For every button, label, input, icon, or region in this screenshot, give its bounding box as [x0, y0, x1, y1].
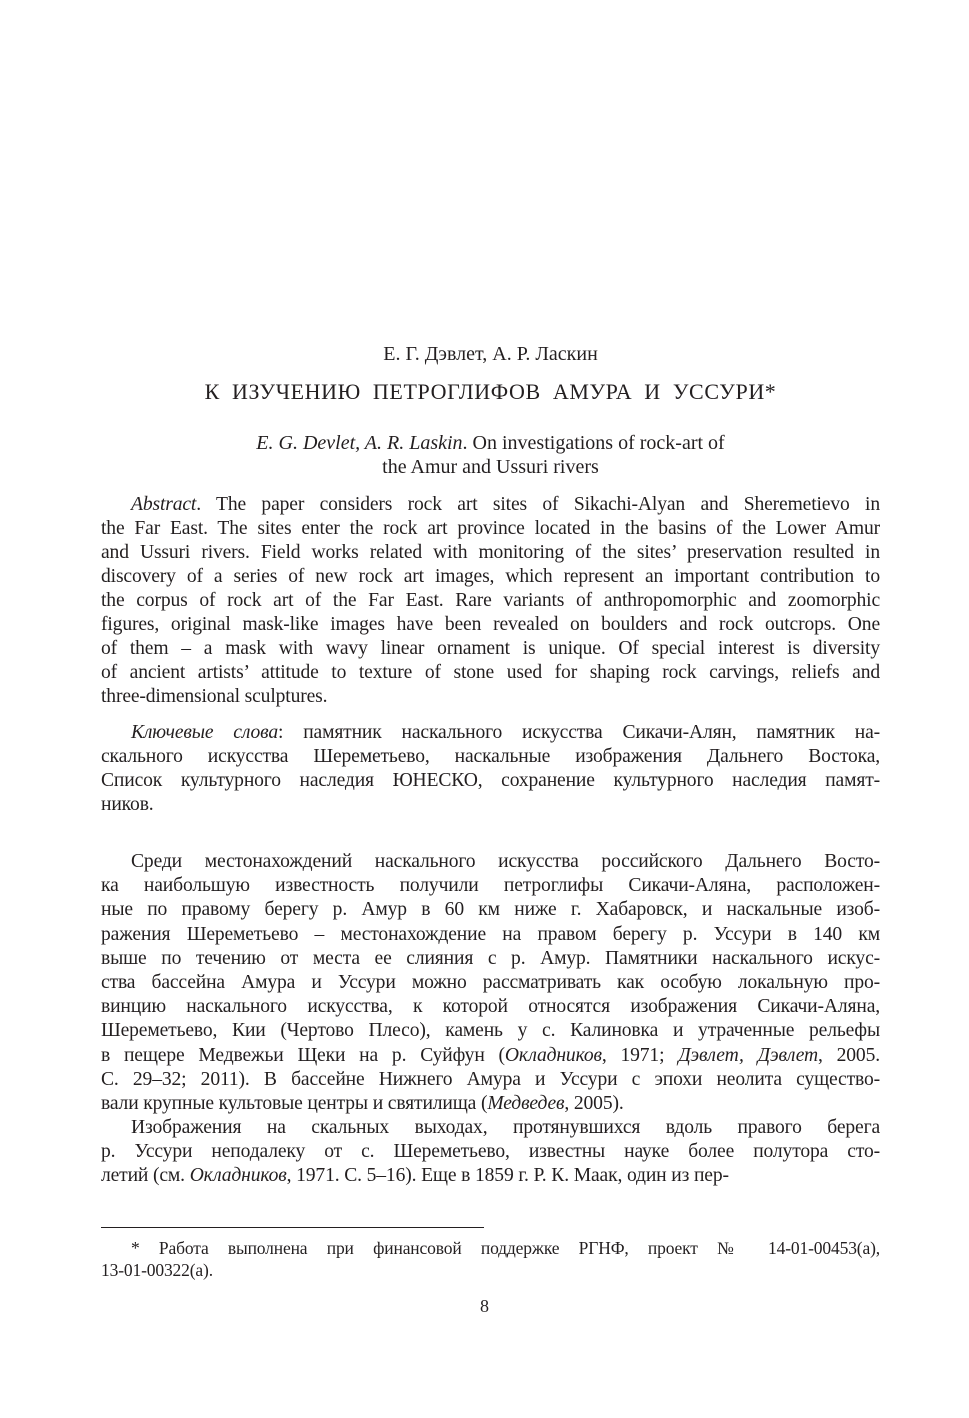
- text-run: the Far East. The sites enter the rock art province located in the basins of the Lower Amur: [101, 518, 880, 539]
- abstract-line: [101, 493, 880, 517]
- text-run: скального искусства Шереметьево, наскальные изображения Дальнего Востока,: [101, 746, 880, 767]
- italic-text: Abstract: [131, 494, 197, 515]
- italic-text: Окладников: [504, 1044, 602, 1066]
- abstract-line: [101, 589, 880, 613]
- english-title-line-2: the Amur and Ussuri rivers: [382, 456, 599, 478]
- body-line: [101, 1044, 880, 1068]
- text-run: discovery of a series of new rock art images, which represent an important contribution to: [101, 566, 880, 587]
- text-run: летий (см.: [101, 1165, 190, 1187]
- keywords-line: [101, 745, 880, 769]
- text-run: of them – a mask with wavy linear ornament is unique. Of special interest is diversity: [101, 638, 880, 659]
- abstract-line: [101, 661, 880, 685]
- text-run: three-dimensional sculptures.: [101, 686, 328, 707]
- abstract-line: [101, 565, 880, 589]
- text-run: в пещере Медвежьи Щеки на р. Суйфун (: [101, 1044, 505, 1066]
- page-number: 8: [480, 1296, 489, 1316]
- text-run: 13-01-00322(а).: [101, 1260, 213, 1280]
- body-text: [101, 850, 880, 1189]
- body-line: [101, 1116, 880, 1140]
- text-run: Список культурного наследия ЮНЕСКО, сохранение культурного наследия памят-: [101, 770, 880, 791]
- text-run: and Ussuri rivers. Field works related with monitoring of the sites’ preservation resulted in: [101, 542, 880, 563]
- text-run: вали крупные культовые центры и святилища (: [101, 1092, 488, 1114]
- italic-text: Медведев: [487, 1092, 565, 1114]
- text-run: ка наибольшую известность получили петроглифы Сикачи-Аляна, расположен-: [101, 875, 880, 897]
- footnote: [101, 1237, 880, 1281]
- text-run: , 2005.: [818, 1044, 880, 1066]
- footnote-line: [101, 1259, 880, 1281]
- text-run: , 1971;: [601, 1044, 679, 1066]
- text-run: С. 29–32; 2011). В бассейне Нижнего Амура и Уссури с эпохи неолита существо-: [101, 1068, 880, 1090]
- english-title-line-1: [101, 431, 880, 455]
- keywords-line: [101, 793, 880, 817]
- keywords: [101, 721, 880, 817]
- footnote-line: [101, 1237, 880, 1259]
- body-line: [101, 898, 880, 922]
- text-run: ства бассейна Амура и Уссури можно рассматривать как особую локальную про-: [101, 971, 880, 993]
- abstract: [101, 493, 880, 709]
- abstract-line: [101, 517, 880, 541]
- text-run: Среди местонахождений наскального искусства российского Дальнего Восто-: [131, 851, 880, 872]
- abstract-line: [101, 637, 880, 661]
- article-title: К ИЗУЧЕНИЮ ПЕТРОГЛИФОВ АМУРА И УССУРИ*: [204, 379, 777, 404]
- footnote-divider: [101, 1227, 484, 1228]
- text-run: of ancient artists’ attitude to texture of stone used for shaping rock carvings, reliefs and: [101, 662, 880, 683]
- body-line: [101, 995, 880, 1019]
- body-line: [101, 1068, 880, 1092]
- body-line: [101, 923, 880, 947]
- body-line: [101, 850, 880, 874]
- text-run: винцию наскального искусства, к которой относятся изображения Сикачи-Аляна,: [101, 996, 880, 1018]
- body-line: [101, 947, 880, 971]
- italic-text: Ключевые слова: [131, 722, 279, 743]
- english-authors: E. G. Devlet, A. R. Laskin: [256, 432, 463, 454]
- text-run: the corpus of rock art of the Far East. Rare variants of anthropomorphic and zoomorphic: [101, 590, 880, 611]
- text-run: , 1971. С. 5–16). Еще в 1859 г. Р. К. Маак, один из пер-: [286, 1165, 729, 1187]
- italic-text: Окладников: [189, 1165, 287, 1187]
- text-run: , 2005).: [564, 1092, 624, 1114]
- abstract-line: [101, 613, 880, 637]
- body-line: [101, 971, 880, 995]
- body-line: [101, 1164, 880, 1188]
- text-run: * Работа выполнена при финансовой поддержке РГНФ, проект № 14-01-00453(а),: [131, 1238, 880, 1258]
- body-line: [101, 1019, 880, 1043]
- english-title: [101, 431, 880, 479]
- keywords-line: [101, 769, 880, 793]
- italic-text: Дэвлет, Дэвлет: [678, 1044, 819, 1066]
- text-run: Шереметьево, Кии (Чертово Плесо), камень у с. Калиновка и утраченные рельефы: [101, 1020, 880, 1042]
- text-run: ников.: [101, 794, 154, 815]
- text-run: ражения Шереметьево – местонахождение на правом берегу р. Уссури в 140 км: [101, 923, 880, 945]
- body-line: [101, 1140, 880, 1164]
- english-title-text: . On investigations of rock-art of: [462, 432, 725, 454]
- text-run: ные по правому берегу р. Амур в 60 км ниже г. Хабаровск, и наскальные изоб-: [101, 899, 880, 921]
- text-run: figures, original mask-like images have been revealed on boulders and rock outcrops. One: [101, 614, 880, 635]
- authors: Е. Г. Дэвлет, А. Р. Ласкин: [383, 343, 598, 365]
- text-run: : памятник наскального искусства Сикачи-Алян, памятник на-: [278, 722, 880, 743]
- text-run: Изображения на скальных выходах, протянувшихся вдоль правого берега: [131, 1117, 880, 1139]
- body-line: [101, 874, 880, 898]
- abstract-line: [101, 541, 880, 565]
- text-run: выше по течению от места ее слияния с р. Амур. Памятники наскального искус-: [101, 947, 880, 969]
- abstract-line: [101, 685, 880, 709]
- text-run: р. Уссури неподалеку от с. Шереметьево, известны науке более полутора сто-: [101, 1141, 880, 1163]
- keywords-line: [101, 721, 880, 745]
- text-run: . The paper considers rock art sites of Sikachi-Alyan and Sheremetievo in: [196, 494, 880, 515]
- body-line: [101, 1092, 880, 1116]
